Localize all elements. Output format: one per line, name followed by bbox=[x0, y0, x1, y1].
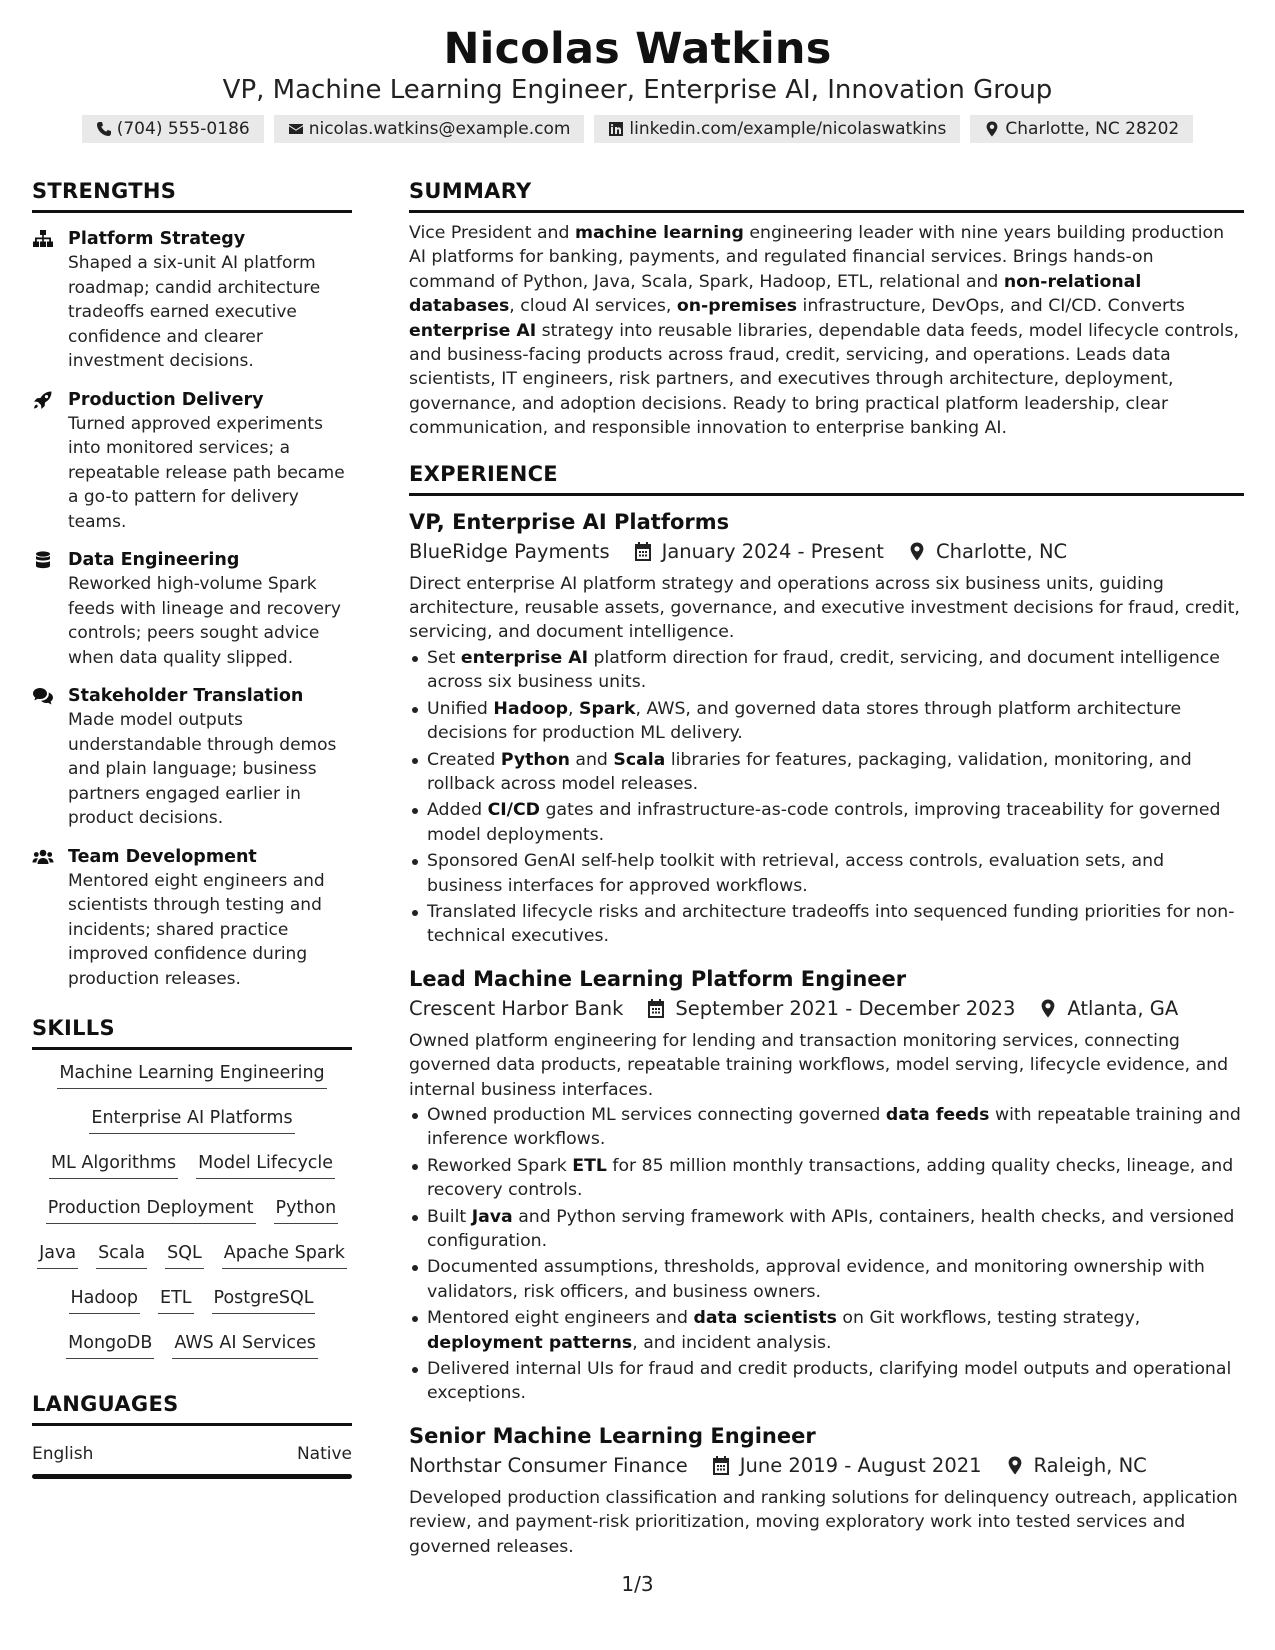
job-dates: September 2021 - December 2023 bbox=[675, 996, 1016, 1020]
summary-heading: SUMMARY bbox=[409, 178, 1244, 213]
bullet-item bbox=[409, 1255, 1244, 1304]
skill-tag: Production Deployment bbox=[46, 1195, 256, 1224]
calendar-icon bbox=[647, 999, 665, 1018]
text-segment: Set bbox=[427, 647, 461, 668]
job-title: Senior Machine Learning Engineer bbox=[409, 1423, 816, 1448]
left-column bbox=[32, 178, 352, 1479]
text-segment: Reworked Spark bbox=[427, 1155, 573, 1176]
strength-title: Platform Strategy bbox=[68, 229, 246, 249]
job-meta bbox=[409, 1452, 1244, 1480]
job-location: Atlanta, GA bbox=[1067, 996, 1179, 1020]
skill-tag: ETL bbox=[158, 1285, 194, 1314]
strength-desc: Made model outputs understandable through demos and plain language; business partners engaged earlier in product decisions. bbox=[68, 710, 337, 828]
phone-icon bbox=[96, 121, 112, 137]
text-segment: platform direction for fraud, credit, servicing, and document intelligence across six business units. bbox=[427, 647, 1220, 693]
text-segment: on Git workflows, testing strategy, bbox=[836, 1308, 1141, 1329]
strength-desc: Reworked high-volume Spark feeds with lineage and recovery controls; peers sought advice when data quality slipped. bbox=[68, 574, 341, 668]
skill-row bbox=[32, 1105, 352, 1150]
bold-text: data feeds bbox=[885, 1104, 990, 1125]
bullet-item bbox=[409, 1154, 1244, 1203]
contact-email-text: nicolas.watkins@example.com bbox=[308, 119, 571, 139]
job-entry bbox=[409, 508, 1244, 949]
text-segment: for 85 million monthly transactions, adding quality checks, lineage, and recovery controls. bbox=[427, 1155, 1234, 1201]
language-name: English bbox=[32, 1444, 94, 1464]
skill-tag: Machine Learning Engineering bbox=[57, 1060, 326, 1089]
text-segment: strategy into reusable libraries, dependable data feeds, model lifecycle controls, and business-facing products across fraud, credit, servicing, and operations. Leads data scientists, IT engineers, risk partners, and executives through architecture, deployment, governance, and adoption decisions. Ready to bring practical platform leadership, clear communication, and responsible innovation to enterprise banking AI. bbox=[409, 320, 1239, 439]
job-meta bbox=[409, 995, 1244, 1023]
skill-tag: AWS AI Services bbox=[172, 1330, 317, 1359]
strength-desc: Turned approved experiments into monitored services; a repeatable release path became a go-to pattern for delivery teams. bbox=[68, 413, 345, 532]
bullet-item bbox=[409, 1103, 1244, 1152]
database-icon bbox=[32, 551, 54, 569]
sitemap-icon bbox=[32, 230, 54, 248]
text-segment: , and incident analysis. bbox=[632, 1332, 832, 1353]
text-segment: Built bbox=[427, 1206, 472, 1227]
bold-text: enterprise AI bbox=[460, 647, 589, 668]
job-location: Charlotte, NC bbox=[935, 539, 1068, 563]
right-column bbox=[409, 178, 1244, 1559]
location-pin-icon bbox=[1006, 1456, 1024, 1475]
job-bullets bbox=[409, 1103, 1244, 1406]
bullet-item bbox=[409, 1306, 1244, 1355]
text-segment: Vice President and bbox=[409, 223, 575, 243]
skill-tag: Python bbox=[274, 1195, 339, 1224]
job-description: Owned platform engineering for lending and transaction monitoring services, connecting governed data products, repeatable training workflows, model serving, lifecycle evidence, and internal business interfaces. bbox=[409, 1030, 1229, 1100]
text-segment: Mentored eight engineers and bbox=[427, 1308, 694, 1329]
job-description: Direct enterprise AI platform strategy and operations across six business units, guiding architecture, reusable assets, governance, and executive investment decisions for fraud, credit, servicing, and document intelligence. bbox=[409, 573, 1240, 643]
text-segment: Owned production ML services connecting governed bbox=[427, 1104, 886, 1125]
bold-text: Scala bbox=[613, 749, 666, 770]
skill-row bbox=[32, 1285, 352, 1330]
strength-desc: Shaped a six-unit AI platform roadmap; candid architecture tradeoffs earned executive confidence and clearer investment decisions. bbox=[68, 253, 321, 371]
skill-row bbox=[32, 1240, 352, 1285]
page-number: 1/3 bbox=[621, 1572, 654, 1596]
text-segment: Delivered internal UIs for fraud and credit products, clarifying model outputs and operational exceptions. bbox=[427, 1359, 1232, 1404]
bold-text: ETL bbox=[572, 1155, 607, 1176]
strength-title: Data Engineering bbox=[68, 550, 240, 570]
skill-row bbox=[32, 1330, 352, 1375]
job-meta bbox=[409, 538, 1244, 566]
text-segment: Created bbox=[427, 749, 501, 770]
skill-tag: Apache Spark bbox=[222, 1240, 347, 1269]
contact-bar bbox=[0, 115, 1275, 143]
calendar-icon bbox=[634, 542, 652, 561]
text-segment: , AWS, and governed data stores through platform architecture decisions for production ML delivery. bbox=[427, 698, 1182, 744]
text-segment: and Python serving framework with APIs, containers, health checks, and versioned configuration. bbox=[427, 1206, 1235, 1251]
contact-phone-text: (704) 555-0186 bbox=[116, 119, 250, 139]
rocket-icon bbox=[32, 391, 54, 409]
bullet-item bbox=[409, 900, 1244, 949]
text-segment: Translated lifecycle risks and architecture tradeoffs into sequenced funding priorities for non-technical executives. bbox=[427, 901, 1235, 947]
experience-heading: EXPERIENCE bbox=[409, 461, 1244, 496]
contact-phone[interactable] bbox=[82, 115, 264, 143]
job-description: Developed production classification and ranking solutions for delinquency outreach, application review, and payment-risk prioritization, moving exploratory work into tested services and governed releases. bbox=[409, 1487, 1238, 1557]
language-item bbox=[32, 1442, 352, 1466]
strength-title: Stakeholder Translation bbox=[68, 686, 304, 706]
text-segment: infrastructure, DevOps, and CI/CD. Converts bbox=[797, 296, 1185, 317]
contact-location[interactable] bbox=[970, 115, 1193, 143]
job-company: Crescent Harbor Bank bbox=[409, 996, 624, 1020]
bold-text: Hadoop bbox=[493, 698, 569, 719]
text-segment: Unified bbox=[427, 698, 494, 719]
strength-item bbox=[32, 227, 352, 374]
bold-text: CI/CD bbox=[487, 800, 541, 821]
strength-desc: Mentored eight engineers and scientists through testing and incidents; shared practice improved confidence during production releases. bbox=[68, 870, 325, 989]
contact-location-text: Charlotte, NC 28202 bbox=[1005, 119, 1180, 139]
location-pin-icon bbox=[1039, 999, 1057, 1018]
bullet-item bbox=[409, 697, 1244, 746]
job-location: Raleigh, NC bbox=[1033, 1453, 1147, 1477]
contact-linkedin[interactable] bbox=[594, 115, 960, 143]
job-entry bbox=[409, 965, 1244, 1406]
language-level-bar bbox=[32, 1474, 352, 1479]
bullet-item bbox=[409, 798, 1244, 847]
skill-tag: MongoDB bbox=[66, 1330, 154, 1359]
linkedin-icon bbox=[608, 121, 624, 137]
text-segment: , cloud AI services, bbox=[509, 296, 677, 317]
skill-tag: PostgreSQL bbox=[212, 1285, 316, 1314]
strength-item bbox=[32, 548, 352, 670]
envelope-icon bbox=[288, 121, 304, 137]
bullet-item bbox=[409, 1357, 1244, 1406]
skills-list bbox=[32, 1060, 352, 1375]
bold-text: Spark bbox=[579, 698, 636, 719]
bold-text: enterprise AI bbox=[409, 320, 537, 341]
text-segment: , bbox=[568, 698, 580, 719]
skill-tag: SQL bbox=[165, 1240, 204, 1269]
contact-linkedin-text: linkedin.com/example/nicolaswatkins bbox=[629, 119, 947, 139]
calendar-icon bbox=[712, 1456, 730, 1475]
job-title: VP, Enterprise AI Platforms bbox=[409, 509, 730, 534]
location-pin-icon bbox=[908, 542, 926, 561]
summary-text bbox=[409, 221, 1244, 441]
bold-text: Java bbox=[471, 1206, 513, 1227]
text-segment: with repeatable training and inference workflows. bbox=[427, 1104, 1241, 1150]
text-segment: engineering leader with nine years building production AI platforms for banking, payments, and regulated financial services. Brings hands-on command of Python, Java, Scala, Spark, Hadoop, ETL, relational and bbox=[409, 223, 1225, 292]
job-entry bbox=[409, 1422, 1244, 1559]
bullet-item bbox=[409, 646, 1244, 695]
strength-title: Team Development bbox=[68, 846, 257, 867]
bullet-item bbox=[409, 849, 1244, 898]
contact-email[interactable] bbox=[274, 115, 585, 143]
strength-item bbox=[32, 845, 352, 992]
users-icon bbox=[32, 848, 54, 866]
strength-item bbox=[32, 684, 352, 831]
skill-tag: ML Algorithms bbox=[49, 1150, 178, 1179]
text-segment: Added bbox=[427, 800, 488, 821]
languages-heading: LANGUAGES bbox=[32, 1391, 352, 1426]
language-level: Native bbox=[296, 1444, 352, 1464]
strength-title: Production Delivery bbox=[68, 389, 264, 410]
location-pin-icon bbox=[984, 121, 1000, 137]
bold-text: machine learning bbox=[574, 223, 744, 243]
job-dates: June 2019 - August 2021 bbox=[739, 1453, 982, 1477]
skills-heading: SKILLS bbox=[32, 1015, 352, 1050]
strengths-heading: STRENGTHS bbox=[32, 178, 352, 213]
bullet-item bbox=[409, 1205, 1244, 1254]
candidate-title: VP, Machine Learning Engineer, Enterprise AI, Innovation Group bbox=[222, 75, 1053, 105]
comments-icon bbox=[32, 687, 54, 705]
skill-tag: Model Lifecycle bbox=[196, 1150, 335, 1179]
bold-text: Python bbox=[500, 749, 570, 770]
skill-row bbox=[32, 1150, 352, 1195]
skill-row bbox=[32, 1060, 352, 1105]
job-dates: January 2024 - Present bbox=[661, 539, 884, 563]
job-bullets bbox=[409, 646, 1244, 949]
text-segment: Documented assumptions, thresholds, approval evidence, and monitoring ownership with validators, risk officers, and business owners. bbox=[427, 1257, 1205, 1302]
skill-tag: Scala bbox=[96, 1240, 147, 1269]
skill-tag: Enterprise AI Platforms bbox=[89, 1105, 294, 1134]
text-segment: and bbox=[569, 749, 614, 770]
text-segment: Sponsored GenAI self-help toolkit with retrieval, access controls, evaluation sets, and business interfaces for approved workflows. bbox=[427, 851, 1165, 896]
text-segment: gates and infrastructure-as-code controls, improving traceability for governed model deployments. bbox=[427, 800, 1221, 845]
skill-tag: Java bbox=[37, 1240, 78, 1269]
bullet-item bbox=[409, 748, 1244, 797]
bold-text: on-premises bbox=[676, 296, 798, 317]
bold-text: non-relational databases bbox=[409, 271, 1142, 317]
candidate-name: Nicolas Watkins bbox=[443, 24, 832, 74]
strength-item bbox=[32, 388, 352, 535]
skill-row bbox=[32, 1195, 352, 1240]
bold-text: deployment patterns bbox=[427, 1332, 633, 1353]
job-title: Lead Machine Learning Platform Engineer bbox=[409, 966, 907, 991]
job-company: Northstar Consumer Finance bbox=[409, 1453, 688, 1477]
text-segment: libraries for features, packaging, validation, monitoring, and rollback across model releases. bbox=[427, 749, 1192, 794]
bold-text: data scientists bbox=[693, 1308, 837, 1329]
job-company: BlueRidge Payments bbox=[409, 539, 610, 563]
skill-tag: Hadoop bbox=[69, 1285, 141, 1314]
experience-list bbox=[409, 508, 1244, 1559]
resume-header bbox=[0, 0, 1275, 143]
